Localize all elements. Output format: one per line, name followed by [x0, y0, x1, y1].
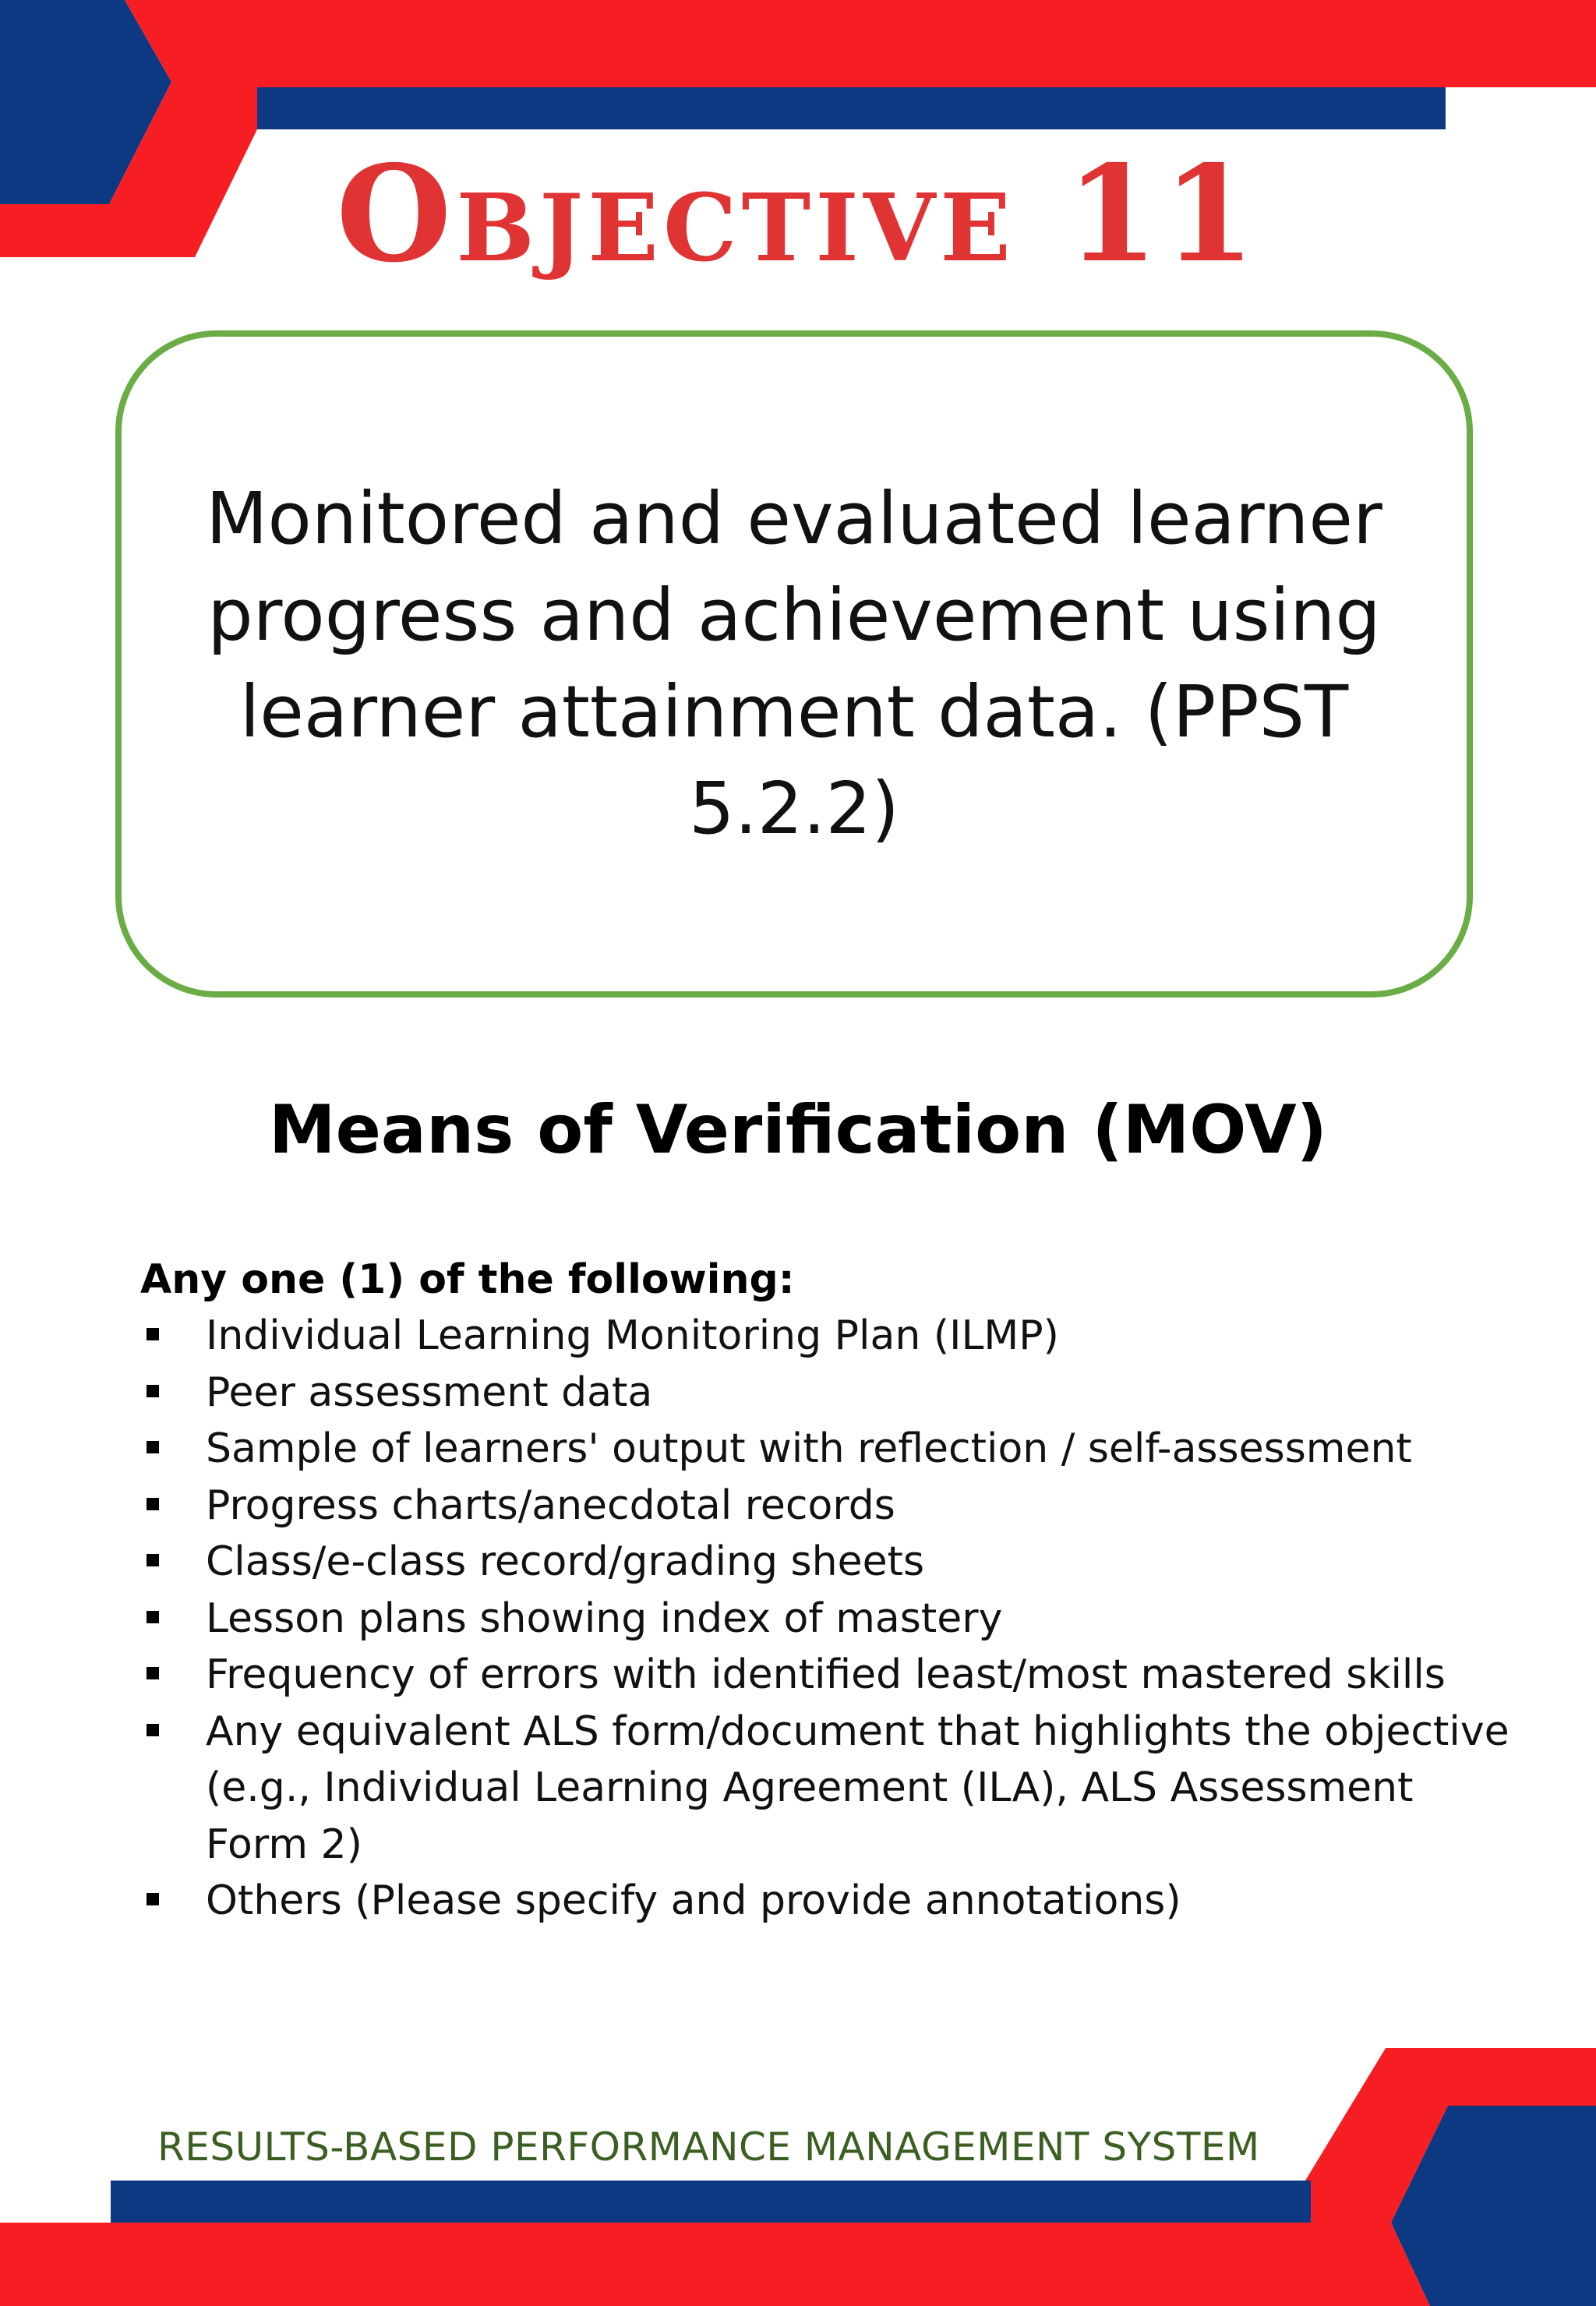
list-item-text: Lesson plans showing index of mastery	[206, 1594, 1003, 1642]
list-item-text: Others (Please specify and provide annotations)	[206, 1877, 1181, 1924]
bullet-icon	[147, 1385, 159, 1397]
bullet-icon	[147, 1498, 159, 1510]
list-item-text: Any equivalent ALS form/document that highlights the objective (e.g., Individual Learning Agreement (ILA), ALS Assessment Form 2)	[206, 1707, 1509, 1868]
objective-box	[115, 330, 1473, 998]
list-item	[140, 1704, 1512, 1873]
list-item-text: Progress charts/anecdotal records	[206, 1481, 895, 1529]
top-navy-bar	[257, 87, 1446, 129]
list-item	[140, 1873, 1512, 1930]
list-item	[140, 1647, 1512, 1704]
bullet-icon	[147, 1611, 159, 1623]
list-item	[140, 1421, 1512, 1478]
bullet-icon	[147, 1667, 159, 1679]
footer-text: RESULTS-BASED PERFORMANCE MANAGEMENT SYSTEM	[157, 2124, 1260, 2170]
mov-list	[140, 1308, 1512, 1930]
bullet-icon	[147, 1554, 159, 1566]
bottom-red-band	[0, 2048, 1596, 2306]
list-item-text: Individual Learning Monitoring Plan (ILMP)	[206, 1312, 1059, 1359]
objective-description: Monitored and evaluated learner progress and achievement using learner attainment data. (PPST 5.2.2)	[206, 477, 1382, 850]
list-item-text: Peer assessment data	[206, 1368, 653, 1416]
list-item	[140, 1365, 1512, 1421]
list-item-text: Sample of learners' output with reflection / self-assessment	[206, 1425, 1412, 1472]
list-item-text: Class/e-class record/grading sheets	[206, 1538, 925, 1585]
bullet-icon	[147, 1441, 159, 1453]
bullet-icon	[147, 1893, 159, 1905]
list-item	[140, 1478, 1512, 1534]
list-item-text: Frequency of errors with identified least/most mastered skills	[206, 1651, 1446, 1698]
bullet-icon	[147, 1328, 159, 1340]
list-item	[140, 1591, 1512, 1647]
mov-heading: Means of Verification (MOV)	[269, 1091, 1327, 1169]
list-item	[140, 1534, 1512, 1591]
bullet-icon	[147, 1724, 159, 1736]
page-title: Objective 11	[336, 136, 1260, 292]
mov-intro: Any one (1) of the following:	[140, 1256, 795, 1303]
list-item	[140, 1308, 1512, 1365]
bottom-navy-bar	[111, 2181, 1311, 2223]
